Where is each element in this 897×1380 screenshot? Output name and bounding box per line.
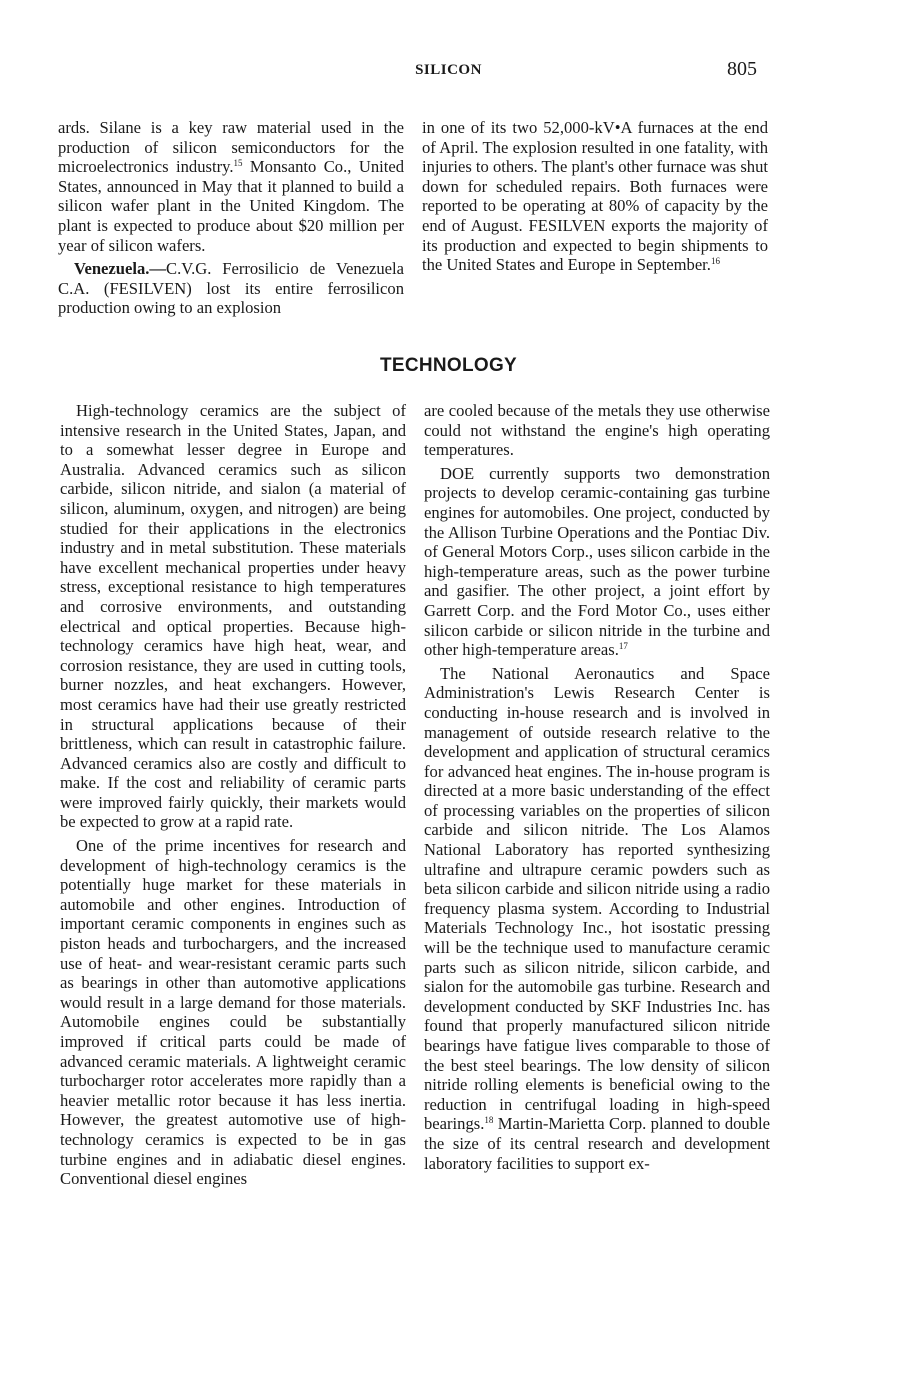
technology-left-column (60, 401, 406, 1189)
paragraph: High-technology ceramics are the subject of intensive research in the United States, Japan, and to a somewhat lesser degree in Europe and Australia. Advanced ceramics such as silicon carbide, silicon nitride, and sialon (a material of silicon, aluminum, oxygen, and nitrogen) are being studied for their applications in the electronics industry and in metal substitution. These materials have excellent mechanical properties under heavy stress, exceptional resistance to high temperatures and corrosive environments, and outstanding electrical and optical properties. Because high-technology ceramics have high heat, wear, and corrosion resistance, they are used in cutting tools, burner nozzles, and heat exchangers. However, most ceramics have had their use greatly restricted in structural applications because of their brittleness, which can result in catastrophic failure. Advanced ceramics also are costly and difficult to make. If the cost and reliability of ceramic parts were improved fairly quickly, their markets would be expected to grow at a rapid rate. (60, 401, 406, 832)
footnote-reference[interactable]: 15 (233, 158, 243, 169)
paragraph (424, 664, 770, 1173)
running-title: SILICON (415, 62, 482, 78)
top-right-column (422, 118, 768, 275)
country-runin-heading: Venezuela.— (74, 259, 167, 279)
footnote-reference[interactable]: 17 (618, 641, 628, 652)
paragraph-text: ards. Silane is a key raw material used in the production of silicon semiconductors for the microelectronics industry. (58, 118, 404, 177)
paragraph (422, 118, 768, 275)
top-left-column (58, 118, 404, 318)
paragraph: One of the prime incentives for research and development of high-technology ceramics is the potentially huge market for these materials in automobile and other engines. Introduction of important ceramic components in engines such as piston heads and turbochargers, and the increased use of heat- and wear-resistant ceramic parts such as bearings in other than automotive applications would result in a large demand for those materials. Automobile engines could be substantially improved if critical parts could be made of advanced ceramic materials. A lightweight ceramic turbocharger rotor accelerates more rapidly than a heavier metallic rotor because it has less inertia. However, the greatest automotive use of high-technology ceramics is expected to be in gas turbine engines and in adiabatic diesel engines. Conventional diesel engines (60, 836, 406, 1189)
section-heading: TECHNOLOGY (379, 355, 518, 376)
paragraph-text: The National Aeronautics and Space Administration's Lewis Research Center is conducting in-house research and is involved in management of outside research relative to the development and application of structural ceramics for advanced heat engines. The in-house program is directed at a more basic understanding of the effect of processing variables on the properties of silicon carbide and silicon nitride. The Los Alamos National Laboratory has reported synthesizing ultrafine and ultrapure ceramic powders such as beta silicon carbide and silicon nitride using a radio frequency plasma system. According to Industrial Materials Technology Inc., hot isostatic pressing will be the technique used to manufacture ceramic parts such as silicon nitride, silicon carbide, and sialon for the automobile gas turbine. Research and development conducted by SKF Industries Inc. has found that properly manufactured silicon nitride bearings have fatigue lives comparable to those of the best steel bearings. The low density of silicon nitride rolling elements is beneficial owing to the reduction in centrifugal loading in high-speed bearings. (424, 663, 770, 1134)
paragraph (58, 118, 404, 255)
paragraph-text: DOE currently supports two demonstration projects to develop ceramic-containing gas turbine engines for automobiles. One project, conducted by the Allison Turbine Operations and the Pontiac Div. of General Motors Corp., uses silicon carbide in the high-temperature areas, such as the power turbine and gasifier. The other project, a joint effort by Garrett Corp. and the Ford Motor Co., uses either silicon carbide or silicon nitride in the turbine and other high-temperature areas. (424, 463, 770, 660)
paragraph-text: in one of its two 52,000-kV•A furnaces at the end of April. The explosion resulted in one fatality, with injuries to others. The plant's other furnace was shut down for scheduled repairs. Both furnaces were reported to be operating at 80% of capacity by the end of August. FESILVEN exports the majority of its production and expected to begin shipments to the United States and Europe in September. (422, 118, 768, 275)
paragraph-text: C.V.G. Ferrosilicio de Venezuela C.A. (FESILVEN) lost its entire ferrosilicon production owing to an explosion (58, 259, 404, 318)
technology-right-column (424, 401, 770, 1173)
paragraph-text: Monsanto Co., United States, announced in May that it planned to build a silicon wafer plant in the United Kingdom. The plant is expected to produce about $20 million per year of silicon wafers. (58, 157, 404, 255)
page-number: 805 (727, 58, 757, 80)
footnote-reference[interactable]: 16 (710, 256, 720, 267)
footnote-reference[interactable]: 18 (484, 1115, 494, 1126)
paragraph (424, 464, 770, 660)
paragraph-text: Martin-Marietta Corp. planned to double the size of its central research and development laboratory facilities to support ex- (424, 1114, 770, 1173)
paragraph: are cooled because of the metals they use otherwise could not withstand the engine's high operating temperatures. (424, 401, 770, 460)
paragraph (58, 259, 404, 318)
